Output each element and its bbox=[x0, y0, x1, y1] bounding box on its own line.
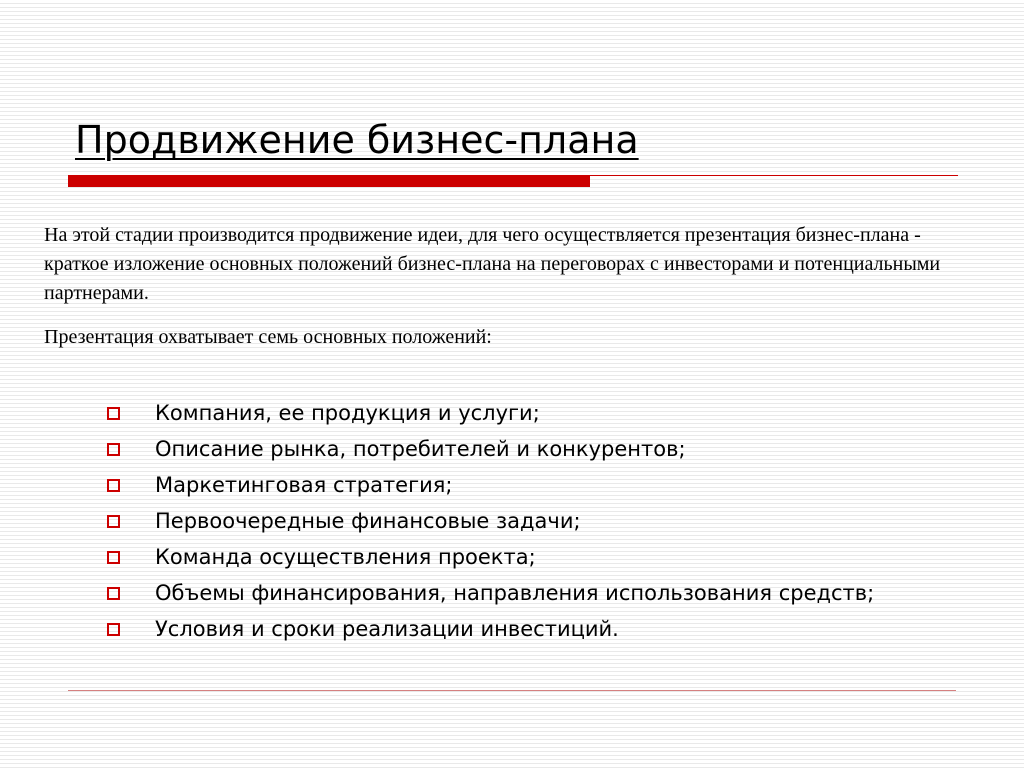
hollow-square-bullet-icon bbox=[107, 407, 120, 420]
bullet-item bbox=[107, 542, 937, 573]
hollow-square-bullet-icon bbox=[107, 623, 120, 636]
title-rule-line bbox=[590, 175, 958, 176]
intro-paragraph: На этой стадии производится продвижение идеи, для чего осуществляется презентация бизнес-плана - краткое изложение основных положений бизнес-плана на переговорах с инвесторами и потенциальными партнерами. bbox=[44, 224, 941, 304]
bullet-list bbox=[107, 398, 937, 650]
bullet-text: Условия и сроки реализации инвестиций. bbox=[155, 617, 619, 641]
hollow-square-bullet-icon bbox=[107, 479, 120, 492]
lead-paragraph: Презентация охватывает семь основных положений: bbox=[44, 326, 492, 348]
hollow-square-bullet-icon bbox=[107, 551, 120, 564]
hollow-square-bullet-icon bbox=[107, 587, 120, 600]
title-rule-accent bbox=[68, 175, 590, 187]
bullet-text: Объемы финансирования, направления использования средств; bbox=[155, 581, 875, 605]
bullet-text: Команда осуществления проекта; bbox=[155, 545, 536, 569]
hollow-square-bullet-icon bbox=[107, 515, 120, 528]
bullet-text: Маркетинговая стратегия; bbox=[155, 473, 453, 497]
hollow-square-bullet-icon bbox=[107, 443, 120, 456]
bullet-text: Компания, ее продукция и услуги; bbox=[155, 401, 540, 425]
intro-block bbox=[44, 221, 974, 352]
bullet-item bbox=[107, 470, 937, 501]
bullet-item bbox=[107, 578, 937, 609]
bullet-text: Первоочередные финансовые задачи; bbox=[155, 509, 581, 533]
bullet-item bbox=[107, 398, 937, 429]
bottom-divider bbox=[68, 690, 956, 691]
slide-title: Продвижение бизнес-плана bbox=[75, 118, 639, 162]
bullet-item bbox=[107, 434, 937, 465]
bullet-item bbox=[107, 506, 937, 537]
bullet-item bbox=[107, 614, 937, 645]
bullet-text: Описание рынка, потребителей и конкурентов; bbox=[155, 437, 686, 461]
